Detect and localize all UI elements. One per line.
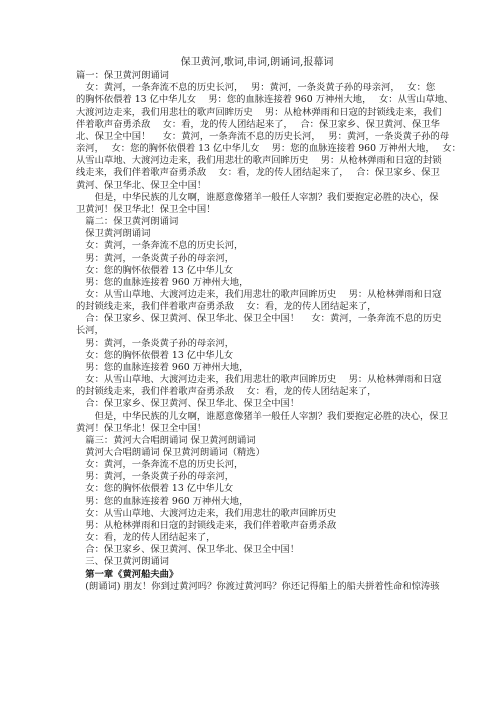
text-line: 长河，	[76, 325, 104, 337]
document-title: 保卫黄河,歌词,串词,朗诵词,报幕词	[180, 57, 334, 68]
text-line: 卫黄河！保卫华北！保卫全中国！	[76, 203, 216, 215]
text-line: 但是，中华民族的儿女啊，谁愿意像猪羊一般任人宰割？我们要抱定必胜的决心，保卫	[94, 410, 448, 422]
text-line: 女：您的胸怀依偎着 13 亿中华儿女	[85, 264, 234, 276]
text-line: 男：您的血脉连接着 960 万神州大地，	[85, 495, 249, 507]
text-line: 女：从雪山草地、大渡河边走来，我们用悲壮的歌声回眸历史	[85, 507, 337, 519]
text-line: 女：从雪山草地、大渡河边走来，我们用悲壮的歌声回眸历史 男：从枪林弹雨和日寇	[85, 288, 442, 300]
text-line: 篇二：保卫黄河朗诵词	[85, 216, 179, 228]
text-line: 从雪山草地、大渡河边走来，我们用悲壮的歌声回眸历史 男：从枪林弹雨和日寇的封锁	[76, 155, 442, 167]
text-line: 男：您的血脉连接着 960 万神州大地，	[85, 276, 249, 288]
text-line: (朗诵词) 朋友！你到过黄河吗？你渡过黄河吗？你还记得船上的船夫拼着性命和惊涛骇	[85, 580, 440, 592]
text-line: 的胸怀依偎着 13 亿中华儿女 男：您的血脉连接着 960 万神州大地， 女：从雪山草地、	[76, 94, 454, 106]
text-line: 男：黄河，一条炎黄子孙的母亲河，	[85, 252, 235, 264]
text-line: 保卫黄河朗诵词	[85, 228, 151, 240]
text-line: 男：黄河，一条炎黄子孙的母亲河，	[85, 471, 235, 483]
text-line: 合：保卫家乡、保卫黄河、保卫华北、保卫全中国！ 女：黄河，一条奔流不息的历史	[85, 313, 442, 325]
text-line: 黄河！保卫华北！保卫全中国！	[76, 422, 207, 434]
text-line: 女：黄河，一条奔流不息的历史长河， 男：黄河，一条炎黄子孙的母亲河， 女：您	[85, 82, 436, 94]
document-body	[76, 70, 461, 593]
text-line: 伴着歌声奋勇杀敌 女：看，龙的传人团结起来了， 合：保卫家乡、保卫黄河、保卫华	[76, 118, 440, 130]
text-line: 女：您的胸怀依偎着 13 亿中华儿女	[85, 483, 234, 495]
text-line: 北、保卫全中国！ 女：黄河，一条奔流不息的历史长河， 男：黄河，一条炎黄子孙的母	[76, 130, 450, 142]
text-line: 女：看，龙的传人团结起来了，	[85, 532, 216, 544]
text-line: 黄河、保卫华北、保卫全中国！	[76, 179, 207, 191]
text-line: 的封锁线走来，我们伴着歌声奋勇杀敌 女：看，龙的传人团结起来了，	[76, 386, 377, 398]
text-line: 的封锁线走来，我们伴着歌声奋勇杀敌 女：看，龙的传人团结起来了，	[76, 301, 377, 313]
text-line: 女：黄河，一条奔流不息的历史长河，	[85, 459, 244, 471]
text-line: 亲河， 女：您的胸怀依偎着 13 亿中华儿女 男：您的血脉连接着 960 万神州大地， 女：	[76, 143, 461, 155]
text-line: 篇三：黄河大合唱朗诵词 保卫黄河朗诵词	[85, 434, 256, 446]
text-line: 篇一：保卫黄河朗诵词	[76, 70, 169, 82]
text-line: 黄河大合唱朗诵词 保卫黄河朗诵词（精选）	[85, 447, 265, 458]
text-line: 合：保卫家乡、保卫黄河、保卫华北、保卫全中国！	[85, 544, 300, 556]
text-line: 第一章《黄河船夫曲》	[85, 568, 179, 580]
text-line: 女：黄河，一条奔流不息的历史长河，	[85, 240, 244, 252]
text-line: 女：您的胸怀依偎着 13 亿中华儿女	[85, 349, 234, 361]
text-line: 大渡河边走来，我们用悲壮的歌声回眸历史 男：从枪林弹雨和日寇的封锁线走来，我们	[76, 106, 442, 118]
text-line: 男：您的血脉连接着 960 万神州大地，	[85, 361, 249, 373]
text-line: 男：黄河，一条炎黄子孙的母亲河，	[85, 337, 235, 349]
text-line: 女：从雪山草地、大渡河边走来，我们用悲壮的歌声回眸历史 男：从枪林弹雨和日寇	[85, 374, 442, 386]
text-line: 线走来，我们伴着歌声奋勇杀敌 女：看，龙的传人团结起来了， 合：保卫家乡、保卫	[76, 167, 440, 179]
text-line: 男：从枪林弹雨和日寇的封锁线走来，我们伴着歌声奋勇杀敌	[85, 519, 337, 531]
text-line: 三、保卫黄河朗诵词	[85, 556, 169, 568]
text-line: 合：保卫家乡、保卫黄河、保卫华北、保卫全中国！	[85, 398, 300, 410]
text-line: 但是，中华民族的儿女啊，谁愿意像猪羊一般任人宰割？我们要抱定必胜的决心，保	[94, 191, 439, 203]
